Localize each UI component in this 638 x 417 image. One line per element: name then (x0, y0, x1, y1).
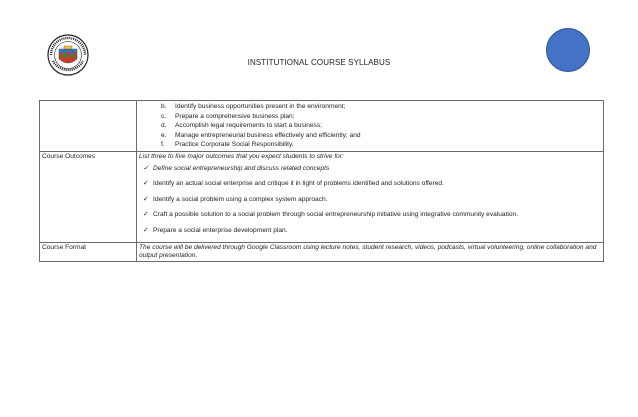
objectives-cell (137, 101, 604, 152)
objectives-list (139, 102, 601, 150)
table-row-course-outcomes (40, 151, 604, 243)
objective-text: Prepare a comprehensive business plan; (175, 112, 295, 120)
objectives-label-cell (40, 101, 137, 152)
checkmark-icon: ✓ (143, 164, 149, 172)
checkmark-icon: ✓ (143, 195, 149, 203)
syllabus-table (39, 100, 604, 262)
outcome-text: Define social entrepreneurship and discuss related concepts (153, 164, 330, 172)
outcome-item (143, 210, 601, 226)
objective-item (161, 112, 601, 122)
objective-text: Accomplish legal requirements to start a business; (175, 122, 322, 129)
outcome-text: Identify a social problem using a complex system approach. (153, 195, 328, 203)
outcome-text: Identify an actual social enterprise and critique it in light of problems identified and solutions offered. (153, 180, 444, 187)
outcome-item (143, 179, 601, 195)
course-format-label: Course Format (40, 243, 137, 262)
objective-letter: b. (161, 103, 167, 110)
checkmark-icon: ✓ (143, 226, 149, 234)
checkmark-icon: ✓ (143, 180, 149, 187)
university-seal-logo (47, 34, 89, 76)
outcome-item (143, 164, 601, 180)
objective-item (161, 102, 601, 112)
blue-circle-shape (546, 28, 590, 72)
outcome-item (143, 226, 601, 242)
objective-item (161, 131, 601, 141)
objective-text: Manage entrepreneurial business effectively and efficiently; and (175, 131, 361, 139)
outcomes-intro: List three to five major outcomes that you expect students to strive for: (139, 152, 344, 160)
objective-text: Practice Corporate Social Responsibility. (175, 141, 294, 148)
course-outcomes-cell (137, 151, 604, 243)
document-title: INSTITUTIONAL COURSE SYLLABUS (247, 58, 391, 67)
objective-letter: d. (161, 122, 167, 129)
objective-letter: e. (161, 131, 167, 139)
table-row-objectives-continued (40, 101, 604, 152)
objective-item (161, 140, 601, 150)
objective-letter: c. (161, 112, 167, 120)
outcome-text: Craft a possible solution to a social problem through social entrepreneurship initiative using integrative community evaluation. (153, 211, 519, 218)
table-row-course-format (40, 243, 604, 262)
outcomes-list (139, 164, 601, 242)
outcome-item (143, 195, 601, 211)
checkmark-icon: ✓ (143, 211, 149, 218)
outcome-text: Prepare a social enterprise development plan. (153, 226, 288, 234)
course-format-text: The course will be delivered through Google Classroom using lecture notes, student research, videos, podcasts, virtual volunteering, online collaboration and output presentation. (137, 243, 604, 262)
objective-item (161, 121, 601, 131)
objective-text: Identify business opportunities present in the environment; (175, 103, 346, 110)
course-outcomes-label: Course Outcomes (40, 151, 137, 243)
objective-letter: f. (161, 141, 165, 148)
